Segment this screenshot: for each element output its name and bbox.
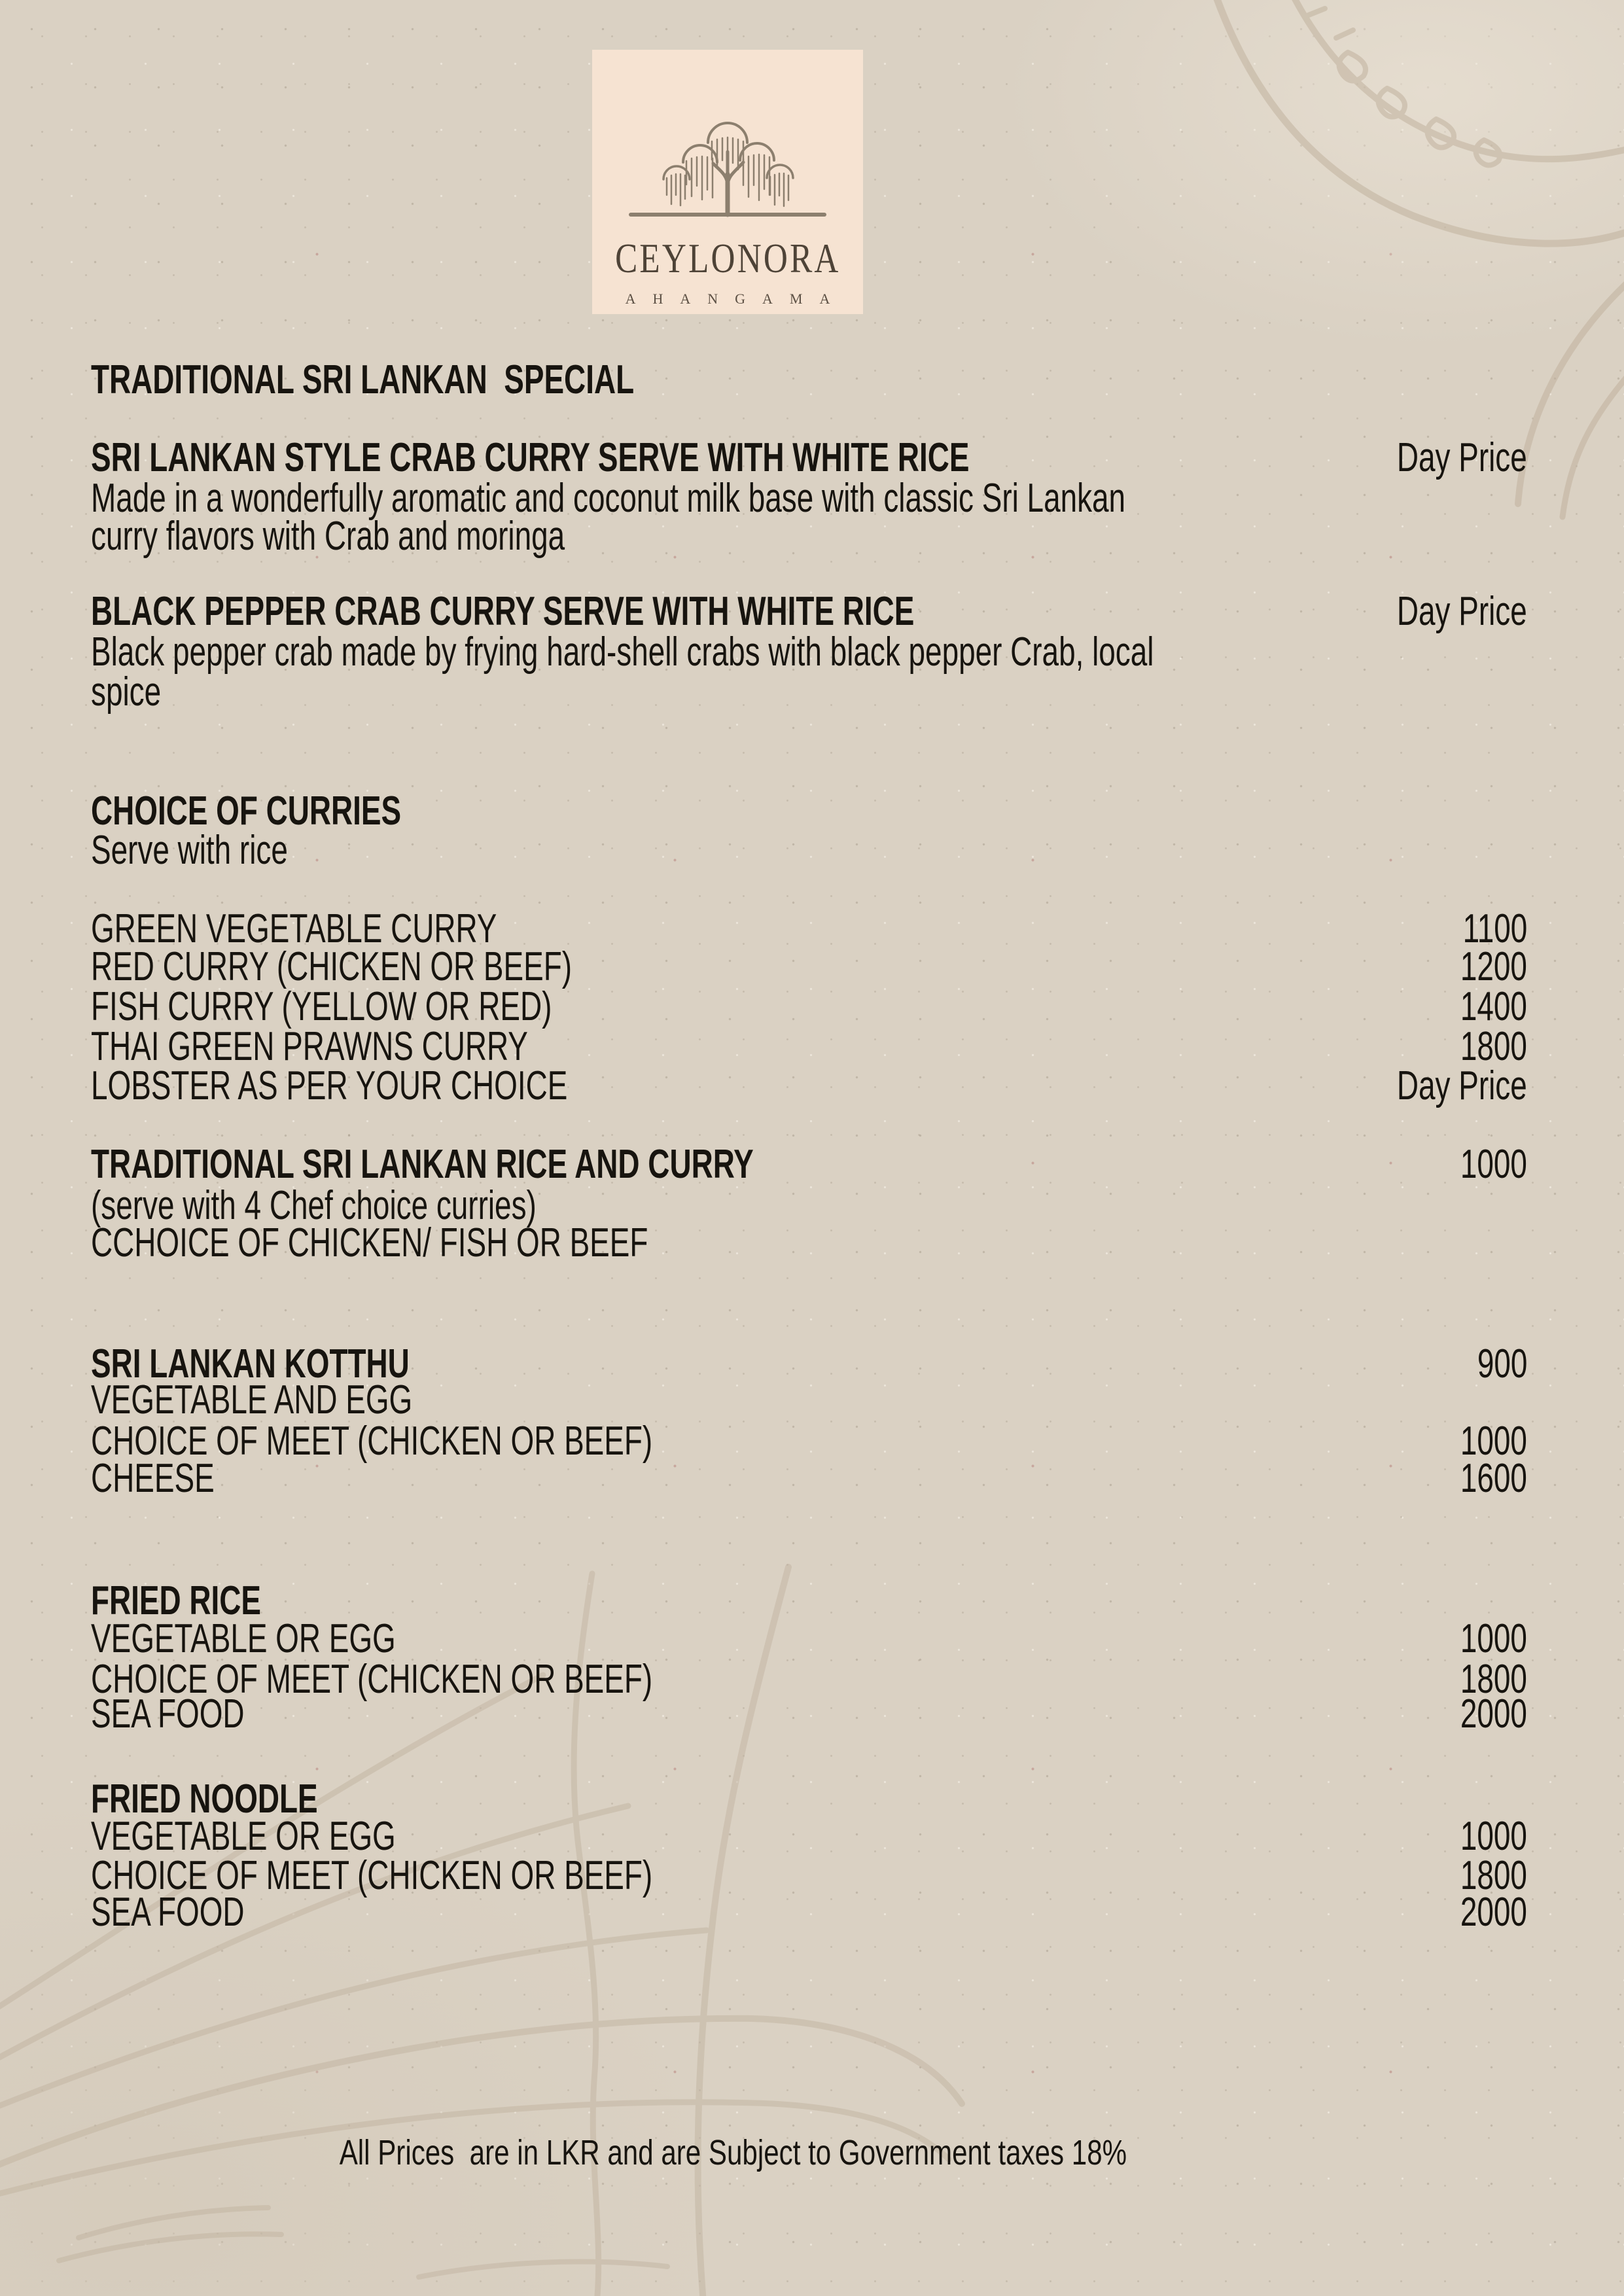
item-price: 1800 [1460, 1024, 1527, 1069]
menu-item [91, 906, 1527, 951]
item-name: CHOICE OF MEET (CHICKEN OR BEEF) [91, 1853, 653, 1898]
menu-item [91, 1377, 1527, 1422]
section-title-curries [91, 788, 1527, 834]
description-text: Made in a wonderfully aromatic and coconut milk base with classic Sri Lankan [91, 476, 1126, 521]
item-price: 1800 [1460, 1657, 1527, 1702]
item-price: Day Price [1397, 435, 1527, 480]
item-description-line [91, 516, 1527, 557]
menu-item [91, 944, 1527, 989]
footer-text: All Prices are in LKR and are Subject to Government taxes 18% [339, 2133, 1127, 2172]
item-price: 1100 [1462, 906, 1527, 951]
menu-item-rice-and-curry [91, 1144, 1527, 1185]
item-name: CHOICE OF MEET (CHICKEN OR BEEF) [91, 1419, 653, 1464]
menu-item [91, 1853, 1527, 1898]
item-description-line [91, 669, 1527, 715]
menu-item-crab-curry [91, 435, 1527, 480]
section-title-text: CHOICE OF CURRIES [91, 788, 402, 834]
description-text: curry flavors with Crab and moringa [91, 514, 565, 559]
item-price: 1800 [1460, 1853, 1527, 1898]
section-title-fried-rice [91, 1578, 1527, 1623]
item-name: RED CURRY (CHICKEN OR BEEF) [91, 944, 573, 989]
item-name: CHOICE OF MEET (CHICKEN OR BEEF) [91, 1657, 653, 1702]
menu-item [91, 1616, 1527, 1661]
menu-item [91, 1458, 1527, 1499]
menu-item-black-pepper-crab [91, 589, 1527, 634]
menu-item [91, 1816, 1527, 1857]
item-price: 1000 [1460, 1419, 1527, 1464]
item-name: FISH CURRY (YELLOW OR RED) [91, 984, 552, 1029]
description-text: spice [91, 669, 162, 715]
item-description-line [91, 478, 1527, 519]
item-name: SEA FOOD [91, 1890, 245, 1935]
menu-item [91, 1691, 1527, 1737]
section-title-text: SRI LANKAN KOTTHU [91, 1341, 410, 1386]
logo-subtitle: AHANGAMA [625, 291, 847, 307]
menu-item [91, 1421, 1527, 1462]
section-title-text: TRADITIONAL SRI LANKAN SPECIAL [91, 357, 635, 402]
item-name: VEGETABLE OR EGG [91, 1616, 396, 1661]
menu-item [91, 1024, 1527, 1069]
restaurant-logo [592, 50, 863, 314]
item-price: 1600 [1460, 1456, 1527, 1501]
item-price: 1000 [1460, 1616, 1527, 1661]
section-title-text: FRIED NOODLE [91, 1776, 318, 1822]
item-name: VEGETABLE OR EGG [91, 1814, 396, 1859]
item-name: THAI GREEN PRAWNS CURRY [91, 1024, 528, 1069]
menu-item [91, 1063, 1527, 1108]
item-name: GREEN VEGETABLE CURRY [91, 906, 497, 951]
menu-item [91, 984, 1527, 1029]
item-price: 1000 [1460, 1142, 1527, 1187]
item-note-line [91, 1220, 1527, 1265]
item-price: 1200 [1460, 944, 1527, 989]
item-name: LOBSTER AS PER YOUR CHOICE [91, 1063, 568, 1108]
section-title-text: FRIED RICE [91, 1578, 262, 1623]
item-price: 2000 [1460, 1890, 1527, 1935]
section-title-special [91, 357, 1527, 402]
footer-note [0, 2132, 1466, 2173]
section-subtitle [91, 830, 1527, 871]
item-name: CHEESE [91, 1456, 215, 1501]
menu-item [91, 1892, 1527, 1933]
item-name: VEGETABLE AND EGG [91, 1377, 413, 1422]
item-price: 1400 [1460, 984, 1527, 1029]
subtitle-text: Serve with rice [91, 828, 288, 873]
note-text: CCHOICE OF CHICKEN/ FISH OR BEEF [91, 1220, 648, 1265]
item-title: TRADITIONAL SRI LANKAN RICE AND CURRY [91, 1142, 754, 1187]
item-price: Day Price [1397, 1063, 1527, 1108]
note-text: (serve with 4 Chef choice curries) [91, 1183, 537, 1228]
description-text: Black pepper crab made by frying hard-shell crabs with black pepper Crab, local [91, 629, 1154, 675]
item-price: 1000 [1460, 1814, 1527, 1859]
item-title: SRI LANKAN STYLE CRAB CURRY SERVE WITH WHITE RICE [91, 435, 970, 480]
willow-tree-icon [623, 76, 832, 233]
item-description-line [91, 629, 1527, 675]
item-price: Day Price [1397, 589, 1527, 634]
item-title: BLACK PEPPER CRAB CURRY SERVE WITH WHITE RICE [91, 589, 915, 634]
item-price: 900 [1477, 1341, 1527, 1386]
item-name: SEA FOOD [91, 1691, 245, 1737]
logo-name: CEYLONORA [614, 235, 841, 281]
item-price: 2000 [1460, 1691, 1527, 1737]
